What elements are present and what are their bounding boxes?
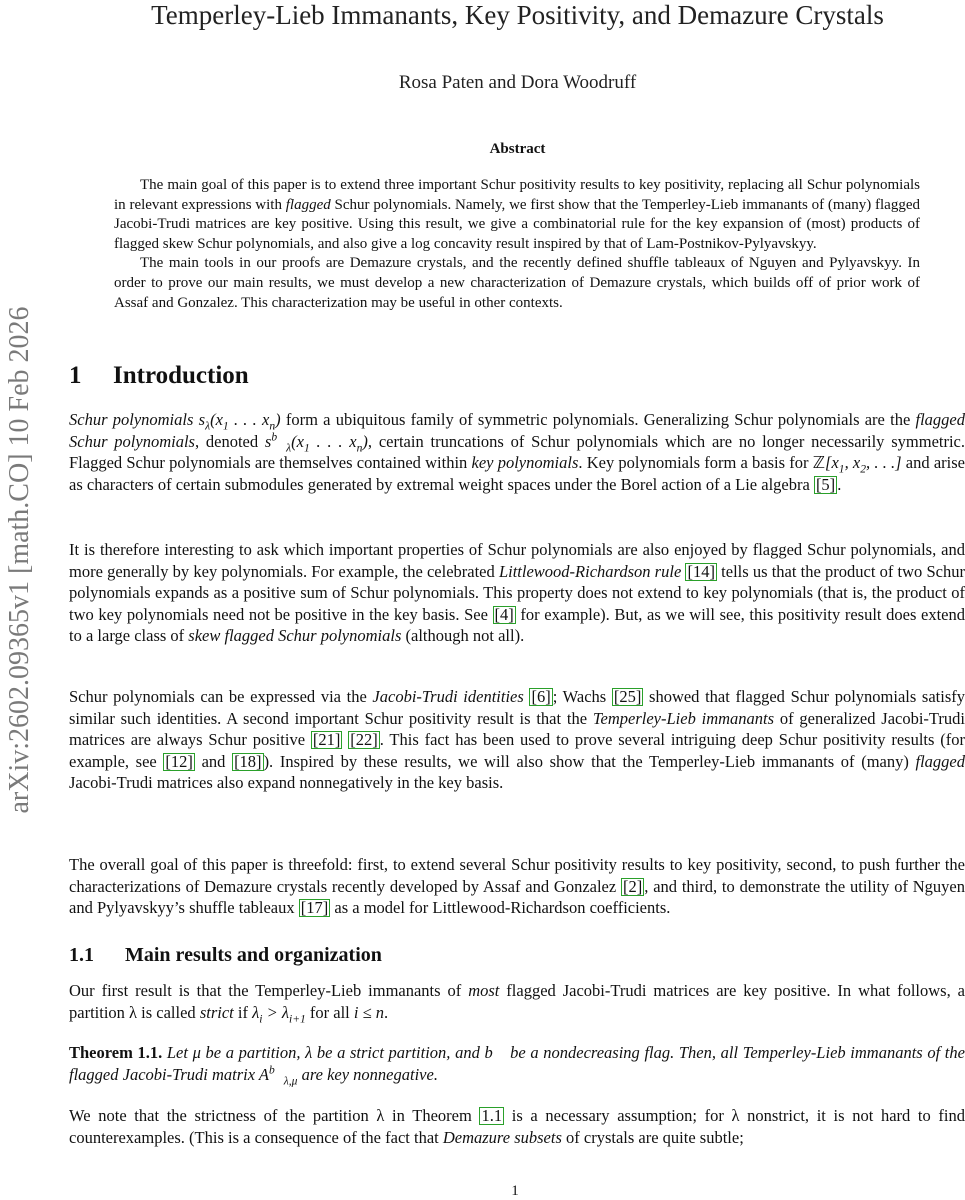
body-paragraph-4 <box>69 854 965 919</box>
citation-link[interactable]: [5] <box>815 474 836 494</box>
subsection-number: 1.1 <box>69 944 94 966</box>
text: Jacobi-Trudi matrices also expand nonnegatively in the key basis. <box>69 773 504 793</box>
text: . Key polynomials form a basis for <box>578 453 813 473</box>
citation-link[interactable]: [6] <box>531 687 551 706</box>
text: and <box>194 751 233 771</box>
body-paragraph-3 <box>69 686 965 794</box>
abstract-paragraph-2: The main tools in our proofs are Demazure crystals, and the recently defined shuffle tableaux of Nguyen and Pylyavskyy. In order to prove our main results, we must develop a new characterization of Demazure crystals, which builds off of prior work of Assaf and Gonzalez. This characterization may be useful in other contexts. <box>114 255 920 311</box>
theorem-text: Let μ be a partition, λ be a strict partition, and <box>162 1043 485 1062</box>
text: . <box>837 474 842 494</box>
math-strict-condition: $\lambda_i > \lambda_{i+1}$ <box>252 1002 306 1025</box>
citation-link[interactable]: [4] <box>494 604 514 624</box>
math-schur-symbol: $s_\lambda(x_1$ . . . $x_n$) <box>198 410 281 433</box>
text: and arise as characters of certain submodules generated by extremal weight spaces under the Borel action of a Lie algebra <box>69 453 965 494</box>
citation-link[interactable]: [12] <box>165 751 193 771</box>
citation-link[interactable]: [14] <box>687 561 715 581</box>
abstract <box>114 176 920 313</box>
citation-link[interactable]: [17] <box>300 898 329 918</box>
theorem-text: are key nonnegative. <box>297 1064 438 1084</box>
text: form a ubiquitous family of symmetric polynomials. Generalizing Schur polynomials are the <box>280 410 916 429</box>
text: of generalized Jacobi-Trudi matrices are always Schur positive <box>69 708 965 750</box>
citation-link[interactable]: [25] <box>613 687 642 706</box>
math-flag-vector: b⃗ <box>484 1043 506 1062</box>
section-number: 1 <box>69 362 82 389</box>
section-heading-introduction <box>69 362 249 390</box>
paper-title: Temperley-Lieb Immanants, Key Positivity, and Demazure Crystals <box>151 0 884 30</box>
theorem-text: be a nondecreasing flag. Then, all Temperley-Lieb immanants of the flagged Jacobi-Trudi matrix <box>69 1043 965 1084</box>
arxiv-stamp: arXiv:2602.09365v1 [math.CO] 10 Feb 2026 <box>4 306 35 814</box>
abstract-text: The main goal of this paper is to extend three important Schur positivity results to key positivity, replacing all Schur polynomials in relevant expressions with <box>114 177 920 213</box>
math-index-bound: i ≤ n <box>353 1002 385 1022</box>
math-polynomial-ring: $ℤ[x_1$, $x_2$, . . .] <box>812 453 902 476</box>
abstract-heading: Abstract <box>489 141 546 157</box>
theorem-reference-link[interactable]: 1.1 <box>481 1106 503 1125</box>
body-paragraph-2 <box>69 539 965 647</box>
emphasis: Demazure subsets <box>442 1127 562 1147</box>
text: Our first result is that the Temperley-Lieb immanants of <box>69 981 469 1000</box>
emphasis: Littlewood-Richardson rule <box>498 561 682 581</box>
section-title: Introduction <box>113 362 249 389</box>
text: flagged Jacobi-Trudi matrices are key positive. In what follows, a partition λ is called <box>69 981 965 1022</box>
abstract-emphasis: flagged <box>285 196 331 213</box>
emphasis: flagged Schur polynomials <box>69 410 965 451</box>
text: It is therefore interesting to ask which important properties of Schur polynomials are also enjoyed by flagged Schur polynomials, and more generally by key polynomials. For example, the celebrated <box>69 540 965 581</box>
text: tells us that the product of two Schur polynomials expands as a positive sum of Schur polynomials. This property does not extend to key polynomials (that is, the product of two key polynomials need not be positive in the key basis. See <box>69 561 965 624</box>
citation-link[interactable]: [2] <box>623 876 643 896</box>
emphasis: key polynomials <box>471 453 579 473</box>
text: if <box>233 1002 253 1022</box>
text: is a necessary assumption; for λ nonstrict, it is not hard to find counterexamples. (This is a consequence of the fact that <box>69 1106 965 1147</box>
text: ; Wachs <box>552 687 612 706</box>
math-jacobi-trudi-matrix: $A^{b⃗}_{\lambda,\mu}$ <box>258 1064 298 1087</box>
emphasis: Temperley-Lieb immanants <box>592 708 775 728</box>
text: . This fact has been used to prove several intriguing deep Schur positivity results (for example, see <box>69 730 965 771</box>
text: The overall goal of this paper is threefold: first, to extend several Schur positivity results to key positivity, second, to push further the characterizations of Demazure crystals recently developed by Assaf and Gonzalez <box>69 855 965 896</box>
text: (although not all). <box>401 626 525 646</box>
paper-authors: Rosa Paten and Dora Woodruff <box>398 72 637 93</box>
subsection-heading-main-results <box>69 944 382 967</box>
text: as a model for Littlewood-Richardson coefficients. <box>330 898 671 918</box>
text: , and third, to demonstrate the utility of Nguyen and Pylyavskyy’s shuffle tableaux <box>69 876 965 918</box>
text: ). Inspired by these results, we will also show that the Temperley-Lieb immanants of (many) <box>263 751 916 771</box>
abstract-text: Schur polynomials. Namely, we first show that the Temperley-Lieb immanants of (many) flagged Jacobi-Trudi matrices are key positive. Using this result, we give a combinatorial rule for the key expansion of (most) products of flagged skew Schur polynomials, and also give a log concavity result inspired by that of Lam-Postnikov-Pylyavskyy. <box>114 196 920 252</box>
emphasis: flagged <box>915 751 965 771</box>
emphasis: Schur polynomials <box>69 410 194 429</box>
citation-link[interactable]: [22] <box>350 730 378 750</box>
text: showed that flagged Schur polynomials satisfy similar such identities. A second important Schur positivity result is that the <box>69 687 965 728</box>
emphasis: skew flagged Schur polynomials <box>188 626 402 646</box>
emphasis: most <box>468 981 500 1000</box>
body-paragraph-5: Our first result is that the Temperley-Lieb immanants of most flagged Jacobi-Trudi matrices are key positive. In what follows, a partition λ is called strict if $\lambda_i > \lambda_{i+1}$ for all i ≤ n. <box>69 981 965 1025</box>
text: We note that the strictness of the partition λ in Theorem <box>69 1106 480 1125</box>
theorem-1-1 <box>69 1042 965 1085</box>
subsection-title: Main results and organization <box>125 944 382 966</box>
text: for all <box>305 1002 354 1022</box>
text: of crystals are quite subtle; <box>561 1127 744 1147</box>
body-paragraph-1 <box>69 409 965 495</box>
emphasis: Jacobi-Trudi identities <box>372 687 524 706</box>
citation-link[interactable]: [18] <box>234 751 262 771</box>
body-paragraph-6 <box>69 1105 965 1148</box>
emphasis: strict <box>199 1002 234 1022</box>
text: Schur polynomials can be expressed via the <box>69 687 373 706</box>
citation-link[interactable]: [21] <box>312 730 341 750</box>
theorem-label: Theorem 1.1. <box>69 1043 163 1062</box>
page-number: 1 <box>511 1183 519 1199</box>
text: for example). But, as we will see, this positivity result does extend to a large class of <box>69 604 965 646</box>
text: , certain truncations of Schur polynomials which are no longer necessarily symmetric. Flagged Schur polynomials are themselves contained within <box>69 431 965 473</box>
math-flagged-schur-symbol: $s^{b⃗}_\lambda(x_1$ . . . $x_n$) <box>264 431 368 454</box>
text: , denoted <box>194 431 265 451</box>
abstract-paragraph-1 <box>114 176 920 254</box>
